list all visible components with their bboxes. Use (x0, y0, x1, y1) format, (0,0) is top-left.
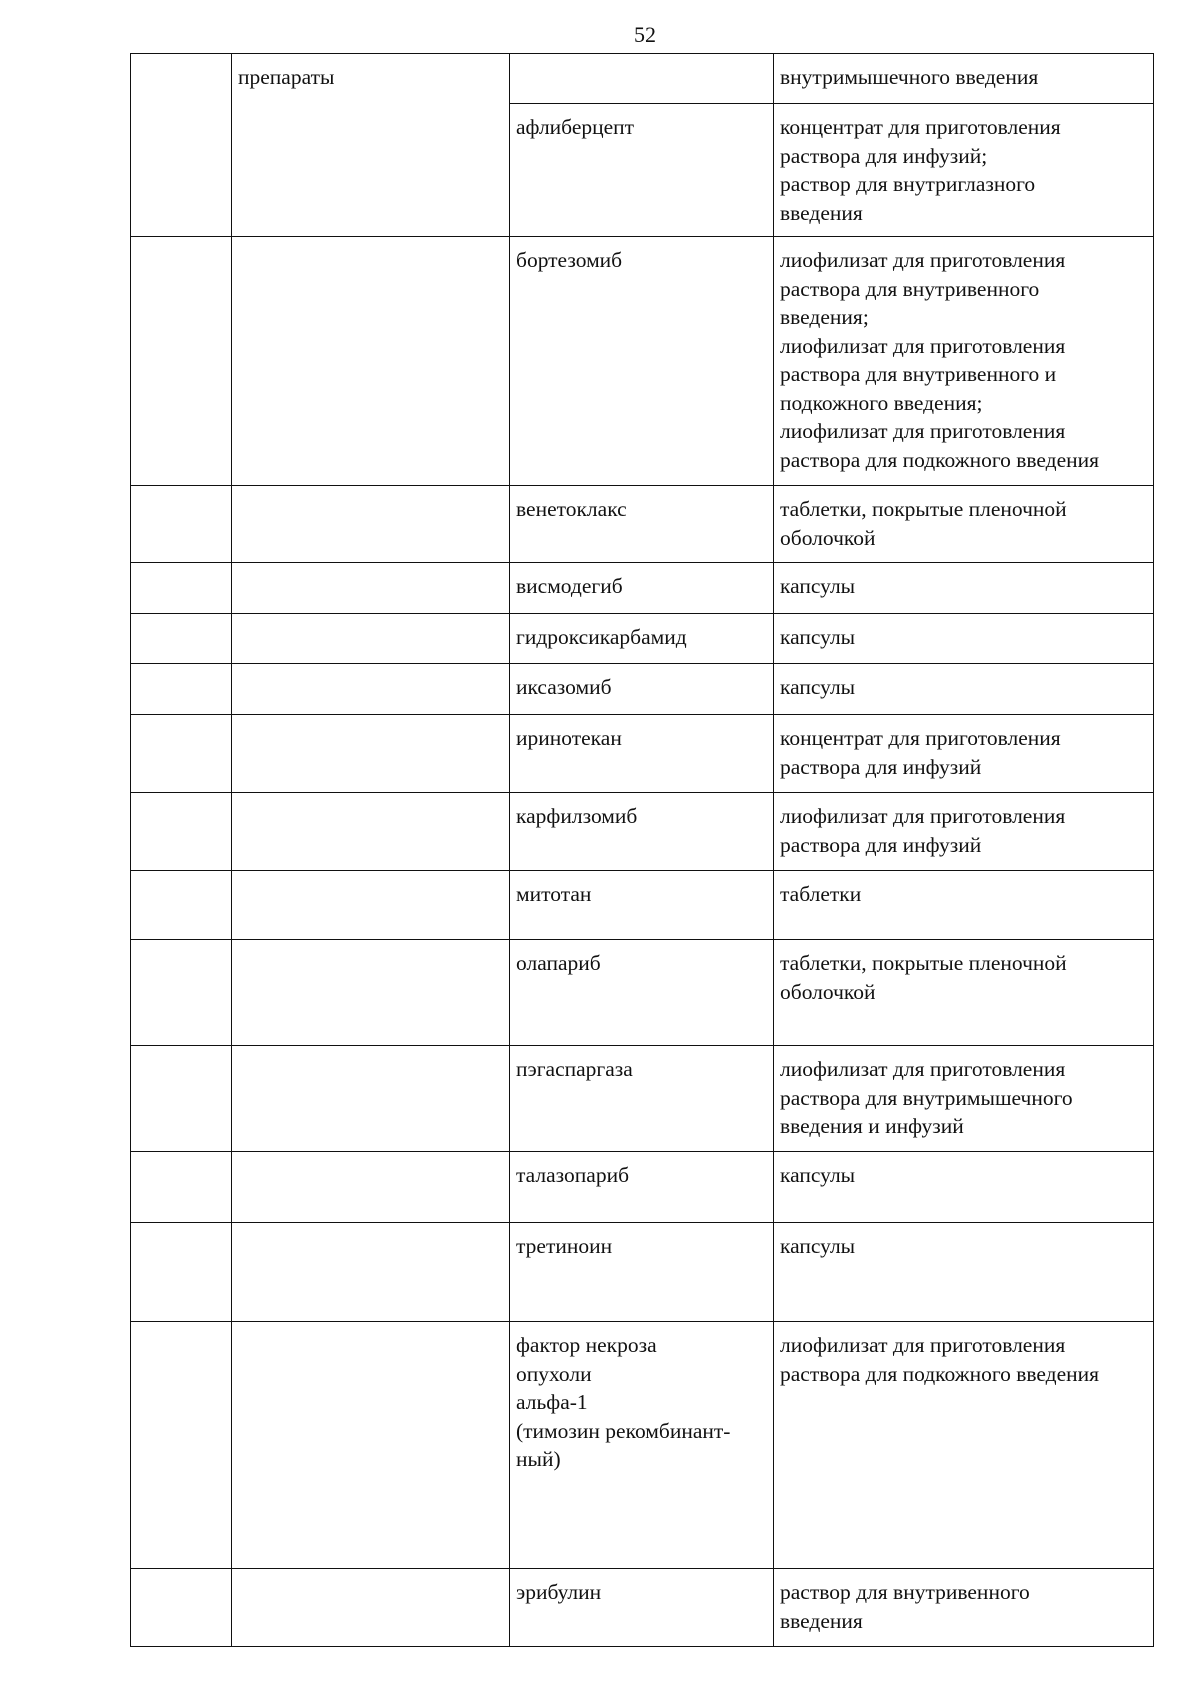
group-cell (232, 1322, 510, 1569)
table-row (131, 871, 1154, 940)
group-cell (232, 614, 510, 664)
drug-name-text: третиноин (516, 1234, 613, 1258)
code-cell (131, 1046, 232, 1152)
group-label: препараты (238, 65, 335, 89)
drug-name-text: карфилзомиб (516, 804, 638, 828)
dosage-form-cell (774, 793, 1154, 871)
drug-name-text: иксазомиб (516, 675, 612, 699)
code-cell (131, 486, 232, 563)
drug-name-cell (510, 54, 774, 104)
code-cell (131, 715, 232, 793)
dosage-form-cell (774, 563, 1154, 614)
drug-name-cell (510, 664, 774, 715)
drug-name-cell (510, 940, 774, 1046)
drug-name-cell (510, 486, 774, 563)
dosage-form-text: таблетки, покрытые пленочной оболочкой (780, 951, 1067, 1004)
page-number: 52 (634, 22, 656, 47)
drug-name-cell (510, 871, 774, 940)
group-cell (232, 715, 510, 793)
dosage-form-cell (774, 54, 1154, 104)
group-cell (232, 563, 510, 614)
table-row (131, 1322, 1154, 1569)
group-cell (232, 486, 510, 563)
code-cell (131, 940, 232, 1046)
drug-name-text: гидроксикарбамид (516, 625, 687, 649)
code-cell (131, 237, 232, 486)
code-cell (131, 1569, 232, 1647)
dosage-form-cell (774, 237, 1154, 486)
dosage-form-cell (774, 1569, 1154, 1647)
drug-name-cell (510, 1223, 774, 1322)
group-cell (232, 871, 510, 940)
group-cell (232, 1152, 510, 1223)
drug-name-cell (510, 563, 774, 614)
table-row (131, 664, 1154, 715)
dosage-form-text: таблетки (780, 882, 862, 906)
drug-name-cell (510, 104, 774, 237)
table-row (131, 1046, 1154, 1152)
group-cell (232, 237, 510, 486)
table-row (131, 237, 1154, 486)
dosage-form-text: лиофилизат для приготовления раствора для подкожного введения (780, 1333, 1100, 1386)
table-row (131, 614, 1154, 664)
table-row (131, 715, 1154, 793)
table-row (131, 1223, 1154, 1322)
table-row (131, 940, 1154, 1046)
dosage-form-text: лиофилизат для приготовления раствора для внутривенного введения; лиофилизат для приготовления раствора для внутривенного и подкожного введения; лиофилизат для приготовления раствора для подкожного введения (780, 248, 1100, 472)
table-row (131, 54, 1154, 104)
drug-name-cell (510, 1569, 774, 1647)
code-cell (131, 664, 232, 715)
drug-name-cell (510, 1046, 774, 1152)
drug-name-text: венетоклакс (516, 497, 627, 521)
dosage-form-cell (774, 104, 1154, 237)
code-cell (131, 871, 232, 940)
code-cell (131, 563, 232, 614)
table-row (131, 486, 1154, 563)
group-cell (232, 1046, 510, 1152)
dosage-form-text: раствор для внутривенного введения (780, 1580, 1030, 1633)
drug-table (130, 53, 1154, 1647)
drug-name-text: иринотекан (516, 726, 622, 750)
dosage-form-cell (774, 940, 1154, 1046)
drug-name-cell (510, 715, 774, 793)
group-cell (232, 54, 510, 237)
drug-name-text: бортезомиб (516, 248, 623, 272)
group-cell (232, 1569, 510, 1647)
group-cell (232, 793, 510, 871)
dosage-form-cell (774, 614, 1154, 664)
code-cell (131, 1152, 232, 1223)
dosage-form-text: концентрат для приготовления раствора для инфузий (780, 726, 1061, 779)
code-cell (131, 1322, 232, 1569)
dosage-form-text: капсулы (780, 625, 856, 649)
dosage-form-cell (774, 715, 1154, 793)
dosage-form-text: капсулы (780, 1234, 856, 1258)
drug-name-text: талазопариб (516, 1163, 630, 1187)
drug-name-cell (510, 1152, 774, 1223)
dosage-form-cell (774, 1322, 1154, 1569)
drug-name-cell (510, 237, 774, 486)
dosage-form-text: лиофилизат для приготовления раствора для внутримышечного введения и инфузий (780, 1057, 1073, 1138)
table-row (131, 793, 1154, 871)
dosage-form-cell (774, 664, 1154, 715)
code-cell (131, 614, 232, 664)
dosage-form-text: капсулы (780, 574, 856, 598)
drug-name-cell (510, 614, 774, 664)
group-cell (232, 664, 510, 715)
dosage-form-text: капсулы (780, 675, 856, 699)
dosage-form-cell (774, 1152, 1154, 1223)
drug-name-text: пэгаспаргаза (516, 1057, 633, 1081)
drug-name-cell (510, 1322, 774, 1569)
dosage-form-text: капсулы (780, 1163, 856, 1187)
dosage-form-cell (774, 871, 1154, 940)
group-cell (232, 1223, 510, 1322)
table-row (131, 1569, 1154, 1647)
drug-name-text: эрибулин (516, 1580, 602, 1604)
drug-name-text: олапариб (516, 951, 601, 975)
table-row (131, 563, 1154, 614)
group-cell (232, 940, 510, 1046)
code-cell (131, 54, 232, 237)
dosage-form-cell (774, 1046, 1154, 1152)
code-cell (131, 793, 232, 871)
drug-name-cell (510, 793, 774, 871)
code-cell (131, 1223, 232, 1322)
drug-name-text: афлиберцепт (516, 115, 635, 139)
drug-name-text: висмодегиб (516, 574, 623, 598)
table-row (131, 1152, 1154, 1223)
dosage-form-text: концентрат для приготовления раствора для инфузий; раствор для внутриглазного введения (780, 115, 1061, 225)
dosage-form-cell (774, 1223, 1154, 1322)
dosage-form-cell (774, 486, 1154, 563)
dosage-form-text: внутримышечного введения (780, 65, 1039, 89)
drug-name-text: митотан (516, 882, 592, 906)
dosage-form-text: лиофилизат для приготовления раствора для инфузий (780, 804, 1066, 857)
drug-name-text: фактор некроза опухоли альфа-1 (тимозин рекомбинант- ный) (516, 1333, 731, 1471)
dosage-form-text: таблетки, покрытые пленочной оболочкой (780, 497, 1067, 550)
